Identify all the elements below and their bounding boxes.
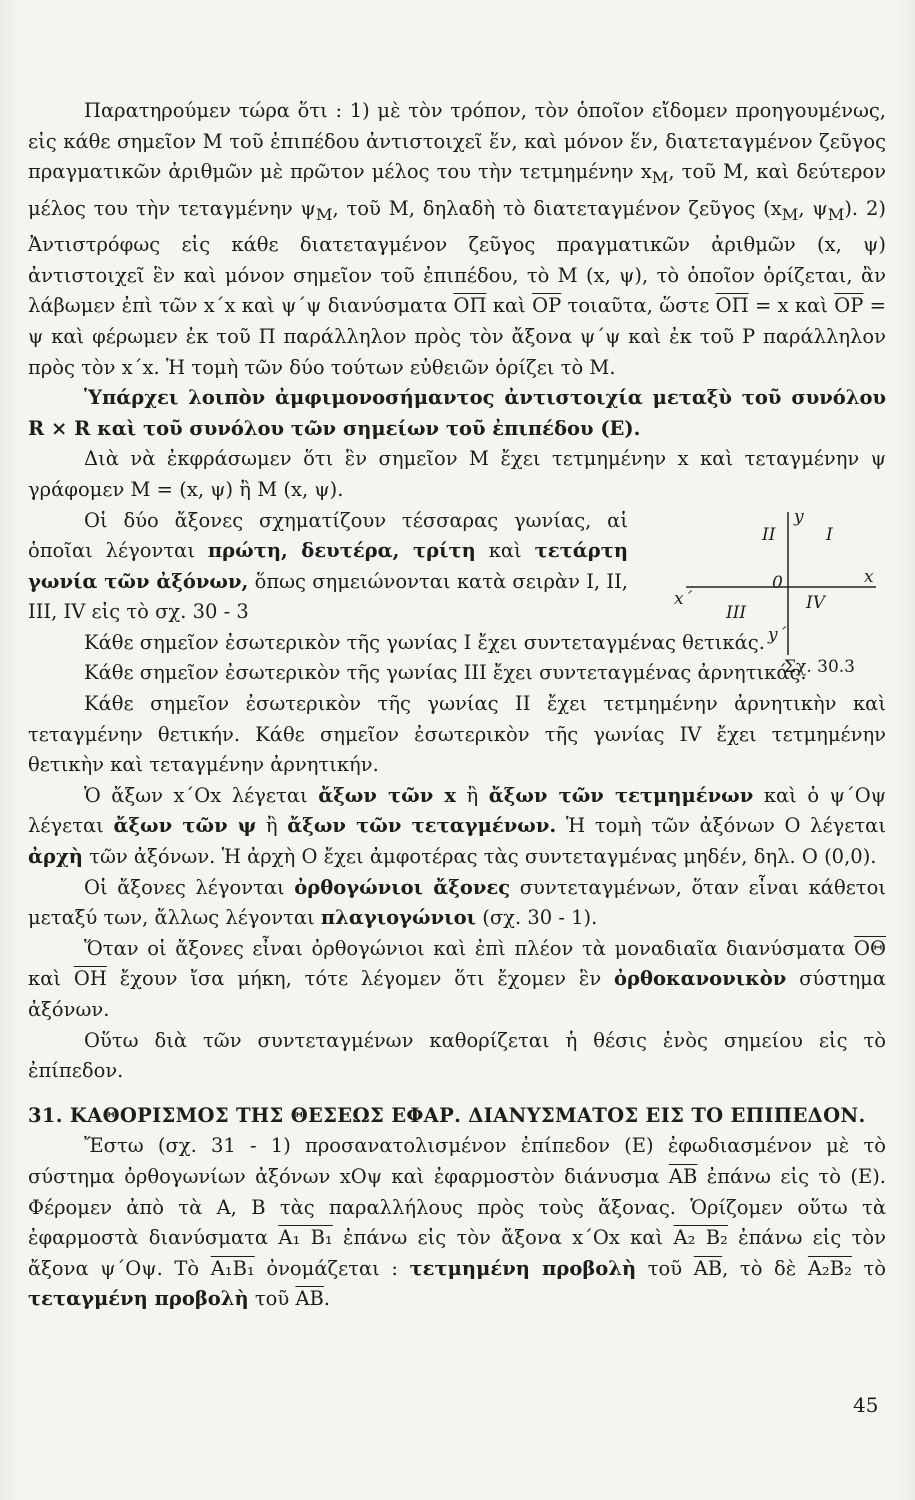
section-heading: 31. ΚΑΘΟΡΙΣΜΟΣ ΤΗΣ ΘΕΣΕΩΣ ΕΦΑΡ. ΔΙΑΝΥΣΜΑΤΟΣ ΕΙΣ ΤΟ ΕΠΙΠΕΔΟΝ. — [28, 1103, 866, 1127]
page-number: 45 — [853, 1393, 879, 1417]
figure-caption: Σχ. 30.3 — [784, 657, 855, 677]
paragraph-vector-projection: Ἔστω (σχ. 31 - 1) προσανατολισμένον ἐπίπεδον (Ε) ἐφωδιασμένον μὲ τὸ σύστημα ὀρθογωνίων ἀξόνων xΟψ καὶ ἐφαρμοστὸν διάνυσμα $\overline{AB}$ ἐπάνω εἰς τὸ (Ε). Φέρομεν ἀπὸ τὰ Α, Β τὰς παραλλήλους πρὸς τοὺς ἄξονας. Ὁρίζομεν οὕτω τὰ ἐφαρμοστὰ διανύσματα Α₁ Β₁ ἐπάνω εἰς τὸν ἄξονα x΄Οx καὶ Α₂ Β₂ ἐπάνω εἰς τὸν ἄξονα ψ΄Οψ. Τὸ Α₁Β₁ ὀνομάζεται : τετμημένη προβολὴ τοῦ $\overline{AB}$, τὸ δὲ Α₂Β₂ τὸ τεταγμένη προβολὴ τοῦ $\overline{AB}$. — [28, 1134, 887, 1311]
paragraph-quadrant-1: Κάθε σημεῖον ἐσωτερικὸν τῆς γωνίας I ἔχει συντεταγμένας θετικάς. — [84, 630, 765, 654]
label-y-prime: y΄ — [768, 625, 787, 645]
paragraph-orthogonal-axes: Οἱ ἄξονες λέγονται ὀρθογώνιοι ἄξονες συντεταγμένων, ὅταν εἶναι κάθετοι μεταξύ των, ἄλλως λέγονται πλαγιογώνιοι (σχ. 30 - 1). — [28, 875, 886, 930]
label-x: x — [864, 567, 874, 587]
label-origin: 0 — [772, 573, 783, 593]
paragraph-quadrant-2-4: Κάθε σημεῖον ἐσωτερικὸν τῆς γωνίας II ἔχει τετμημένην ἀρνητικὴν καὶ τεταγμένην θετικήν. Κάθε σημεῖον ἐσωτερικὸν τῆς γωνίας IV ἔχει τετμημένην θετικὴν καὶ τεταγμένην ἀρνητικήν. — [28, 692, 886, 777]
paragraph-coordinates-correspondence: Παρατηρούμεν τώρα ὅτι : 1) μὲ τὸν τρόπον, τὸν ὁποῖον εἴδομεν προηγουμένως, εἰς κάθε σημεῖον Μ τοῦ ἐπιπέδου ἀντιστοιχεῖ ἕν, καὶ μόνον ἕν, διατεταγμένον ζεῦγος πραγματικῶν ἀριθμῶν μὲ πρῶτον μέλος του τὴν τετμημένην $x_M$, τοῦ Μ, καὶ δεύτερον μέλος του τὴν τεταγμένην $\psi_M$, τοῦ Μ, δηλαδὴ τὸ διατεταγμένον ζεῦγος ($x_M$, $\psi_M$). 2) Ἀντιστρόφως εἰς κάθε διατεταγμένον ζεῦγος πραγματικῶν ἀριθμῶν (x, ψ) ἀντιστοιχεῖ ἓν καὶ μόνον σημεῖον τοῦ ἐπιπέδου, τὸ Μ (x, ψ), τὸ ὁποῖον ὁρίζεται, ἂν λάβωμεν ἐπὶ τῶν x΄x καὶ ψ΄ψ διανύσματα $\overline{O\Pi}$ καὶ $\overline{OP}$ τοιαῦτα, ὥστε $\overline{O\Pi} = x$ καὶ $\overline{OP} = \psi$ καὶ φέρωμεν ἐκ τοῦ Π παράλληλον πρὸς τὸν ἄξονα ψ΄ψ καὶ ἐκ τοῦ Ρ παράλληλον πρὸς τὸν x΄x. Ἡ τομὴ τῶν δύο τούτων εὐθειῶν ὁρίζει τὸ Μ. — [28, 99, 886, 379]
label-y: y — [794, 507, 804, 527]
paragraph-position: Οὕτω διὰ τῶν συντεταγμένων καθορίζεται ἡ θέσις ἑνὸς σημείου εἰς τὸ ἐπίπεδον. — [28, 1028, 886, 1083]
label-quadrant-1: I — [826, 525, 833, 545]
paragraph-quadrant-3: Κάθε σημεῖον ἐσωτερικὸν τῆς γωνίας III ἔχει συντεταγμένας ἀρνητικάς. — [84, 661, 807, 685]
paragraph-axes-names: Ὁ ἄξων x΄Οx λέγεται ἄξων τῶν x ἢ ἄξων τῶν τετμημένων καὶ ὁ ψ΄Οψ λέγεται ἄξων τῶν ψ ἢ ἄξων τῶν τεταγμένων. Ἡ τομὴ τῶν ἀξόνων Ο λέγεται ἀρχὴ τῶν ἀξόνων. Ἡ ἀρχὴ Ο ἔχει ἀμφοτέρας τὰς συντεταγμένας μηδέν, δηλ. Ο (0,0). — [28, 783, 886, 869]
label-quadrant-2: II — [762, 525, 776, 545]
paragraph-orthonormal: Ὅταν οἱ ἄξονες εἶναι ὀρθογώνιοι καὶ ἐπὶ πλέον τὰ μοναδιαῖα διανύσματα $\overline{O\Theta}$ καὶ $\overline{OH}$ ἔχουν ἴσα μήκη, τότε λέγομεν ὅτι ἔχομεν ἓν ὀρθοκανονικὸν σύστημα ἀξόνων. — [28, 936, 886, 1021]
paragraph-bijection: Ὑπάρχει λοιπὸν ἀμφιμονοσήμαντος ἀντιστοιχία μεταξὺ τοῦ συνόλου R × R καὶ τοῦ συνόλου τῶν σημείων τοῦ ἐπιπέδου (Ε). — [28, 386, 886, 440]
figure-30-3 — [666, 507, 881, 682]
paragraph-quadrants: Οἱ δύο ἄξονες σχηματίζουν τέσσαρας γωνίας, αἱ ὁποῖαι λέγονται πρώτη, δευτέρα, τρίτη καὶ τετάρτη γωνία τῶν ἀξόνων, ὅπως σημειώνονται κατὰ σειρὰν I, II, III, IV εἰς τὸ σχ. 30 - 3 — [28, 508, 628, 624]
label-quadrant-3: III — [726, 603, 747, 623]
label-x-prime: x΄ — [674, 589, 693, 609]
paragraph-notation: Διὰ νὰ ἐκφράσωμεν ὅτι ἓν σημεῖον Μ ἔχει τετμημένην x καὶ τεταγμένην ψ γράφομεν Μ = (x, ψ) ἢ Μ (x, ψ). — [28, 447, 886, 501]
page-text — [28, 96, 886, 1315]
label-quadrant-4: IV — [806, 593, 825, 613]
